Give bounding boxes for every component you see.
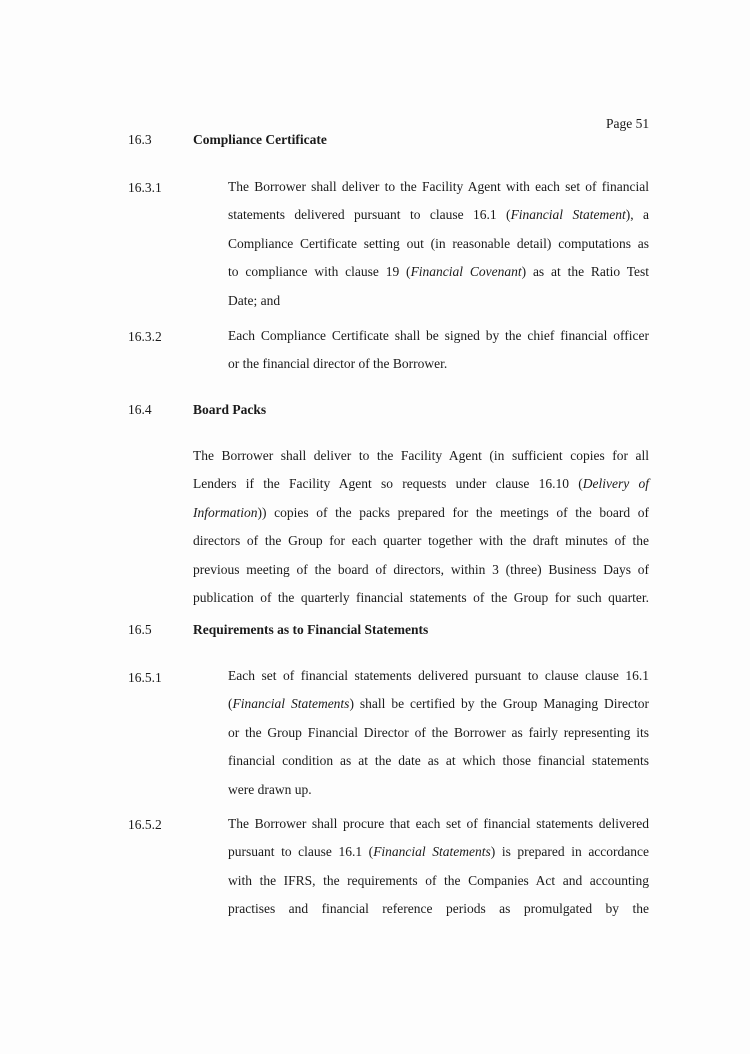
section-number-16-4: 16.4 <box>128 402 152 417</box>
paragraph-16-3-2 <box>228 322 649 379</box>
paragraph-line: practises and financial reference periods as promulgated by the <box>228 901 649 917</box>
page-number: Page 51 <box>606 116 650 131</box>
paragraph-line: with the IFRS, the requirements of the Companies Act and accounting <box>228 872 649 888</box>
paragraph-line: statements delivered pursuant to clause 16.1 (Financial Statement), a <box>228 207 649 223</box>
section-heading-requirements-financial-statements: Requirements as to Financial Statements <box>193 622 429 637</box>
section-number-16-3-1: 16.3.1 <box>128 180 162 195</box>
paragraph-line: Each Compliance Certificate shall be signed by the chief financial officer <box>228 328 649 343</box>
paragraph-line: The Borrower shall procure that each set of financial statements delivered <box>228 816 649 831</box>
section-number-16-5-2: 16.5.2 <box>128 817 162 832</box>
paragraph-line: Date; and <box>228 292 281 308</box>
section-number-16-3-2: 16.3.2 <box>128 329 162 344</box>
section-heading-board-packs: Board Packs <box>193 402 267 417</box>
paragraph-16-5-2 <box>228 810 649 924</box>
paragraph-line: to compliance with clause 19 (Financial Covenant) as at the Ratio Test <box>228 264 650 280</box>
section-heading-compliance-certificate: Compliance Certificate <box>193 132 327 147</box>
paragraph-line: Lenders if the Facility Agent so requests under clause 16.10 (Delivery of <box>193 476 649 492</box>
section-number-16-3: 16.3 <box>128 132 152 147</box>
paragraph-line: pursuant to clause 16.1 (Financial Statements) is prepared in accordance <box>228 844 650 860</box>
paragraph-line: Information)) copies of the packs prepared for the meetings of the board of <box>193 504 649 520</box>
paragraph-16-4 <box>193 442 649 612</box>
paragraph-line: Each set of financial statements delivered pursuant to clause clause 16.1 <box>228 668 649 683</box>
paragraph-line: (Financial Statements) shall be certified by the Group Managing Director <box>228 696 649 712</box>
paragraph-line: Compliance Certificate setting out (in reasonable detail) computations as <box>228 235 649 251</box>
section-number-16-5-1: 16.5.1 <box>128 670 162 685</box>
paragraph-line: financial condition as at the date as at which those financial statements <box>228 753 649 769</box>
paragraph-line: The Borrower shall deliver to the Facility Agent with each set of financial <box>228 179 649 194</box>
paragraph-line: were drawn up. <box>228 781 312 797</box>
paragraph-line: or the financial director of the Borrower. <box>228 356 448 372</box>
paragraph-line: directors of the Group for each quarter together with the draft minutes of the <box>193 533 649 549</box>
paragraph-line: publication of the quarterly financial statements of the Group for such quarter. <box>193 589 649 605</box>
paragraph-16-3-1 <box>228 173 649 315</box>
paragraph-line: The Borrower shall deliver to the Facility Agent (in sufficient copies for all <box>193 448 649 463</box>
paragraph-line: previous meeting of the board of directors, within 3 (three) Business Days of <box>193 561 649 577</box>
section-number-16-5: 16.5 <box>128 622 152 637</box>
paragraph-16-5-1 <box>228 662 649 804</box>
paragraph-line: or the Group Financial Director of the Borrower as fairly representing its <box>228 724 649 740</box>
